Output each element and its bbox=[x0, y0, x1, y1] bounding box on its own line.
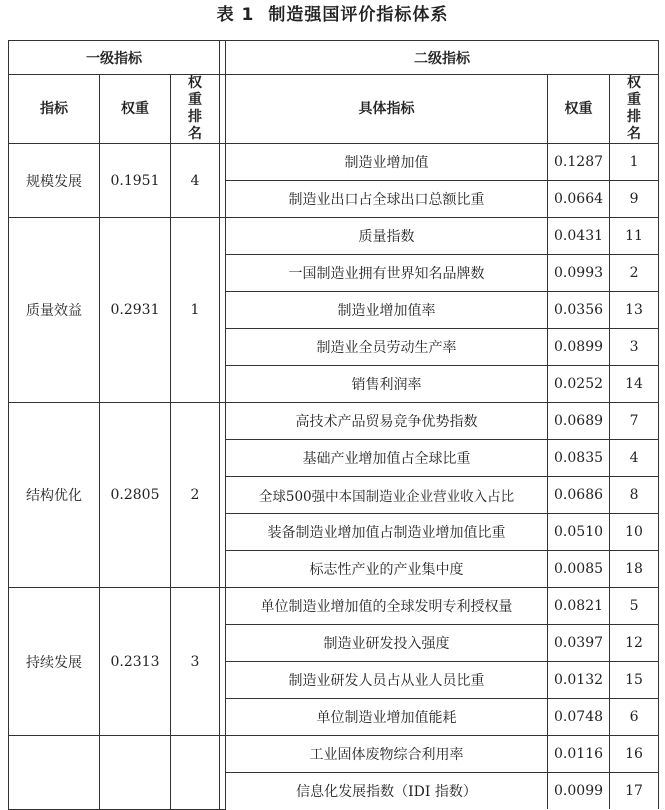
primary-indicator-weight: 0.2313 bbox=[100, 588, 171, 736]
secondary-indicator-weight: 0.0431 bbox=[548, 218, 610, 255]
table-number: 表 1 bbox=[216, 5, 255, 25]
secondary-indicator-weight: 0.0664 bbox=[548, 181, 610, 218]
secondary-indicator-weight: 0.0132 bbox=[548, 662, 610, 699]
primary-indicator-weight bbox=[100, 736, 171, 810]
secondary-indicator-name: 全球500强中本国制造业企业营业收入占比 bbox=[226, 477, 548, 514]
secondary-indicator-rank: 9 bbox=[610, 181, 659, 218]
primary-indicator-name: 结构优化 bbox=[9, 403, 100, 588]
secondary-indicator-weight: 0.0085 bbox=[548, 551, 610, 588]
secondary-indicator-name: 一国制造业拥有世界知名品牌数 bbox=[226, 255, 548, 292]
secondary-indicator-rank: 6 bbox=[610, 699, 659, 736]
indicator-table bbox=[8, 40, 659, 810]
primary-indicator-name bbox=[9, 736, 100, 810]
secondary-indicator-rank: 2 bbox=[610, 255, 659, 292]
secondary-indicator-name: 制造业出口占全球出口总额比重 bbox=[226, 181, 548, 218]
primary-indicator-rank bbox=[171, 736, 220, 810]
secondary-indicator-weight: 0.0510 bbox=[548, 514, 610, 551]
table-row bbox=[9, 218, 659, 255]
secondary-indicator-weight: 0.1287 bbox=[548, 144, 610, 181]
secondary-indicator-weight: 0.0689 bbox=[548, 403, 610, 440]
secondary-indicator-rank: 13 bbox=[610, 292, 659, 329]
secondary-indicator-name: 销售利润率 bbox=[226, 366, 548, 403]
secondary-indicator-name: 信息化发展指数（IDI 指数） bbox=[226, 773, 548, 810]
secondary-indicator-weight: 0.0899 bbox=[548, 329, 610, 366]
table-row bbox=[9, 736, 659, 773]
indicator-header: 指标 bbox=[9, 75, 100, 144]
secondary-indicator-rank: 12 bbox=[610, 625, 659, 662]
secondary-indicator-weight: 0.0821 bbox=[548, 588, 610, 625]
primary-indicator-name: 持续发展 bbox=[9, 588, 100, 736]
secondary-indicator-name: 高技术产品贸易竞争优势指数 bbox=[226, 403, 548, 440]
primary-indicator-rank: 4 bbox=[171, 144, 220, 218]
secondary-indicator-rank: 4 bbox=[610, 440, 659, 477]
secondary-indicator-name: 单位制造业增加值能耗 bbox=[226, 699, 548, 736]
table-row bbox=[9, 403, 659, 440]
primary-indicator-weight: 0.2931 bbox=[100, 218, 171, 403]
rank-header: 权重排名 bbox=[171, 75, 220, 144]
specific-indicator-header: 具体指标 bbox=[226, 75, 548, 144]
secondary-indicator-weight: 0.0835 bbox=[548, 440, 610, 477]
group-header-row bbox=[9, 41, 659, 75]
secondary-indicator-rank: 17 bbox=[610, 773, 659, 810]
weight-header: 权重 bbox=[100, 75, 171, 144]
sub-rank-header: 权重排名 bbox=[610, 75, 659, 144]
secondary-indicator-name: 基础产业增加值占全球比重 bbox=[226, 440, 548, 477]
secondary-indicator-weight: 0.0116 bbox=[548, 736, 610, 773]
secondary-indicator-name: 制造业全员劳动生产率 bbox=[226, 329, 548, 366]
secondary-indicator-name: 单位制造业增加值的全球发明专利授权量 bbox=[226, 588, 548, 625]
secondary-indicator-rank: 7 bbox=[610, 403, 659, 440]
table-caption bbox=[0, 0, 665, 38]
secondary-indicator-rank: 5 bbox=[610, 588, 659, 625]
secondary-indicator-rank: 11 bbox=[610, 218, 659, 255]
secondary-indicator-rank: 15 bbox=[610, 662, 659, 699]
secondary-indicator-name: 工业固体废物综合利用率 bbox=[226, 736, 548, 773]
secondary-indicator-name: 质量指数 bbox=[226, 218, 548, 255]
level2-group-header: 二级指标 bbox=[226, 41, 659, 75]
secondary-indicator-name: 装备制造业增加值占制造业增加值比重 bbox=[226, 514, 548, 551]
secondary-indicator-rank: 18 bbox=[610, 551, 659, 588]
secondary-indicator-name: 制造业增加值率 bbox=[226, 292, 548, 329]
secondary-indicator-name: 制造业研发人员占从业人员比重 bbox=[226, 662, 548, 699]
secondary-indicator-rank: 14 bbox=[610, 366, 659, 403]
secondary-indicator-weight: 0.0397 bbox=[548, 625, 610, 662]
column-header-row bbox=[9, 75, 659, 144]
secondary-indicator-rank: 1 bbox=[610, 144, 659, 181]
table-row bbox=[9, 588, 659, 625]
primary-indicator-weight: 0.2805 bbox=[100, 403, 171, 588]
secondary-indicator-weight: 0.0099 bbox=[548, 773, 610, 810]
secondary-indicator-name: 制造业研发投入强度 bbox=[226, 625, 548, 662]
secondary-indicator-name: 标志性产业的产业集中度 bbox=[226, 551, 548, 588]
table-row bbox=[9, 144, 659, 181]
primary-indicator-name: 质量效益 bbox=[9, 218, 100, 403]
secondary-indicator-weight: 0.0748 bbox=[548, 699, 610, 736]
secondary-indicator-rank: 8 bbox=[610, 477, 659, 514]
primary-indicator-rank: 2 bbox=[171, 403, 220, 588]
secondary-indicator-weight: 0.0686 bbox=[548, 477, 610, 514]
primary-indicator-rank: 3 bbox=[171, 588, 220, 736]
secondary-indicator-weight: 0.0252 bbox=[548, 366, 610, 403]
level1-group-header: 一级指标 bbox=[9, 41, 220, 75]
secondary-indicator-weight: 0.0356 bbox=[548, 292, 610, 329]
secondary-indicator-weight: 0.0993 bbox=[548, 255, 610, 292]
primary-indicator-name: 规模发展 bbox=[9, 144, 100, 218]
table-title: 制造强国评价指标体系 bbox=[268, 5, 449, 25]
primary-indicator-rank: 1 bbox=[171, 218, 220, 403]
secondary-indicator-rank: 3 bbox=[610, 329, 659, 366]
primary-indicator-weight: 0.1951 bbox=[100, 144, 171, 218]
secondary-indicator-name: 制造业增加值 bbox=[226, 144, 548, 181]
secondary-indicator-rank: 10 bbox=[610, 514, 659, 551]
secondary-indicator-rank: 16 bbox=[610, 736, 659, 773]
sub-weight-header: 权重 bbox=[548, 75, 610, 144]
